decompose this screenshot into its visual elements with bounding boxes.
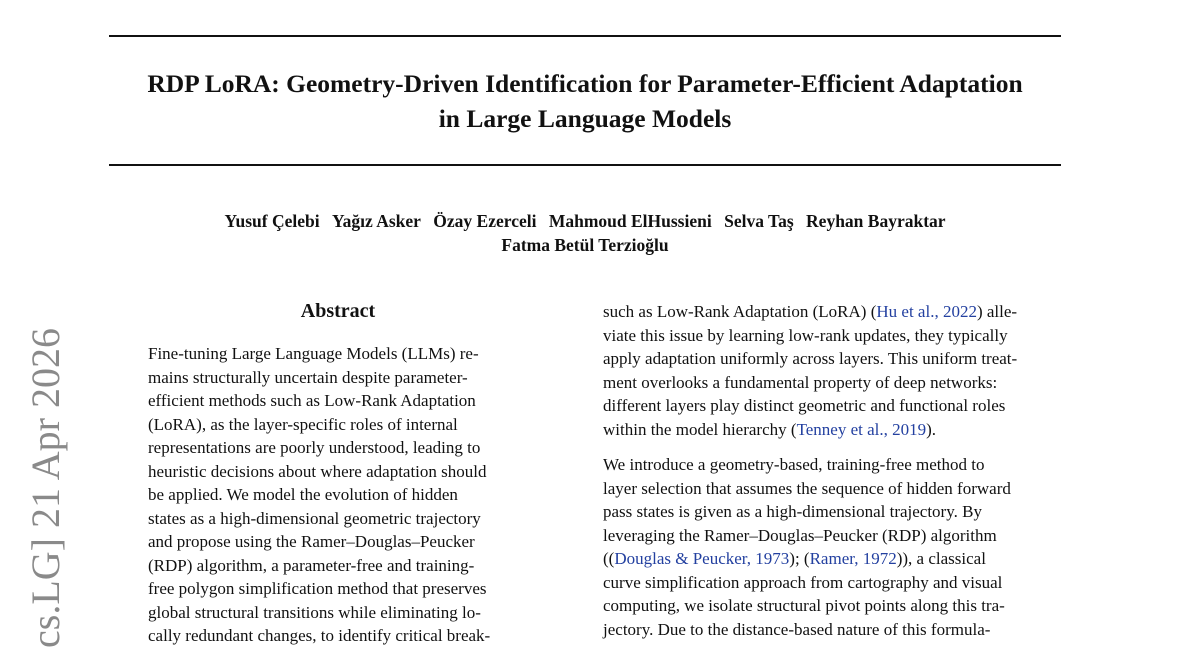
- abstract-line: heuristic decisions about where adaptation should: [148, 461, 487, 481]
- abstract-line: mains structurally uncertain despite parameter-: [148, 367, 468, 387]
- author: Özay Ezerceli: [433, 211, 537, 231]
- abstract-line: cally redundant changes, to identify critical break-: [148, 626, 491, 645]
- text-line: such as Low-Rank Adaptation (LoRA) (Hu et al., 2022) alle-: [603, 302, 1018, 321]
- abstract-line: and propose using the Ramer–Douglas–Peucker: [148, 532, 475, 551]
- author-list: [100, 209, 1070, 257]
- citation-link[interactable]: Douglas & Peucker, 1973: [614, 549, 790, 568]
- abstract-line: representations are poorly understood, leading to: [148, 438, 481, 457]
- abstract-line: (RDP) algorithm, a parameter-free and training-: [148, 555, 475, 575]
- intro-paragraph-1: [603, 300, 1068, 441]
- title-line-2: in Large Language Models: [438, 104, 732, 133]
- text-line: layer selection that assumes the sequence of hidden forward: [603, 478, 1011, 498]
- text-line: within the model hierarchy (Tenney et al., 2019).: [603, 419, 937, 439]
- text-line: computing, we isolate structural pivot points along this tra-: [603, 596, 1005, 615]
- paper-title: [100, 66, 1070, 136]
- author-row-1: [100, 209, 1070, 233]
- intro-paragraph-2: [603, 453, 1068, 641]
- text-line: curve simplification approach from cartography and visual: [603, 572, 1003, 592]
- author-row-2: [100, 233, 1070, 257]
- text-line: apply adaptation uniformly across layers. This uniform treat-: [603, 349, 1018, 368]
- intro-body: [603, 300, 1068, 641]
- author: Fatma Betül Terzioğlu: [501, 235, 669, 255]
- text-line: ((Douglas & Peucker, 1973); (Ramer, 1972)), a classical: [603, 549, 986, 568]
- abstract-body: [148, 342, 533, 648]
- abstract-line: states as a high-dimensional geometric trajectory: [148, 508, 481, 528]
- text-line: We introduce a geometry-based, training-free method to: [603, 455, 985, 474]
- author: Selva Taş: [724, 211, 794, 231]
- abstract-line: global structural transitions while eliminating lo-: [148, 602, 481, 622]
- text-line: jectory. Due to the distance-based nature of this formula-: [603, 619, 991, 639]
- title-line-1: RDP LoRA: Geometry-Driven Identification for Parameter-Efficient Adaptation: [147, 69, 1023, 98]
- text-line: different layers play distinct geometric and functional roles: [603, 396, 1006, 415]
- abstract-heading: Abstract: [300, 300, 376, 322]
- title-top-rule: [109, 35, 1061, 37]
- citation-link[interactable]: Tenney et al., 2019: [796, 419, 927, 439]
- author: Yusuf Çelebi: [224, 211, 320, 231]
- text-line: viate this issue by learning low-rank updates, they typically: [603, 325, 1008, 345]
- author: Yağız Asker: [331, 211, 421, 231]
- author: Mahmoud ElHussieni: [548, 211, 712, 231]
- citation-link[interactable]: Ramer, 1972: [809, 549, 897, 568]
- author: Reyhan Bayraktar: [806, 211, 946, 231]
- abstract-line: free polygon simplification method that preserves: [148, 579, 487, 598]
- abstract-line: efficient methods such as Low-Rank Adaptation: [148, 391, 476, 410]
- abstract-line: Fine-tuning Large Language Models (LLMs) re-: [148, 344, 479, 363]
- citation-link[interactable]: Hu et al., 2022: [876, 302, 977, 321]
- arxiv-side-stamp: cs.LG] 21 Apr 2026: [23, 328, 68, 648]
- title-bottom-rule: [109, 164, 1061, 166]
- text-line: pass states is given as a high-dimensional trajectory. By: [603, 502, 982, 521]
- text-line: leveraging the Ramer–Douglas–Peucker (RDP) algorithm: [603, 525, 997, 545]
- abstract-line: (LoRA), as the layer-specific roles of internal: [148, 414, 458, 434]
- text-line: ment overlooks a fundamental property of deep networks:: [603, 372, 998, 392]
- abstract-line: be applied. We model the evolution of hidden: [148, 485, 458, 504]
